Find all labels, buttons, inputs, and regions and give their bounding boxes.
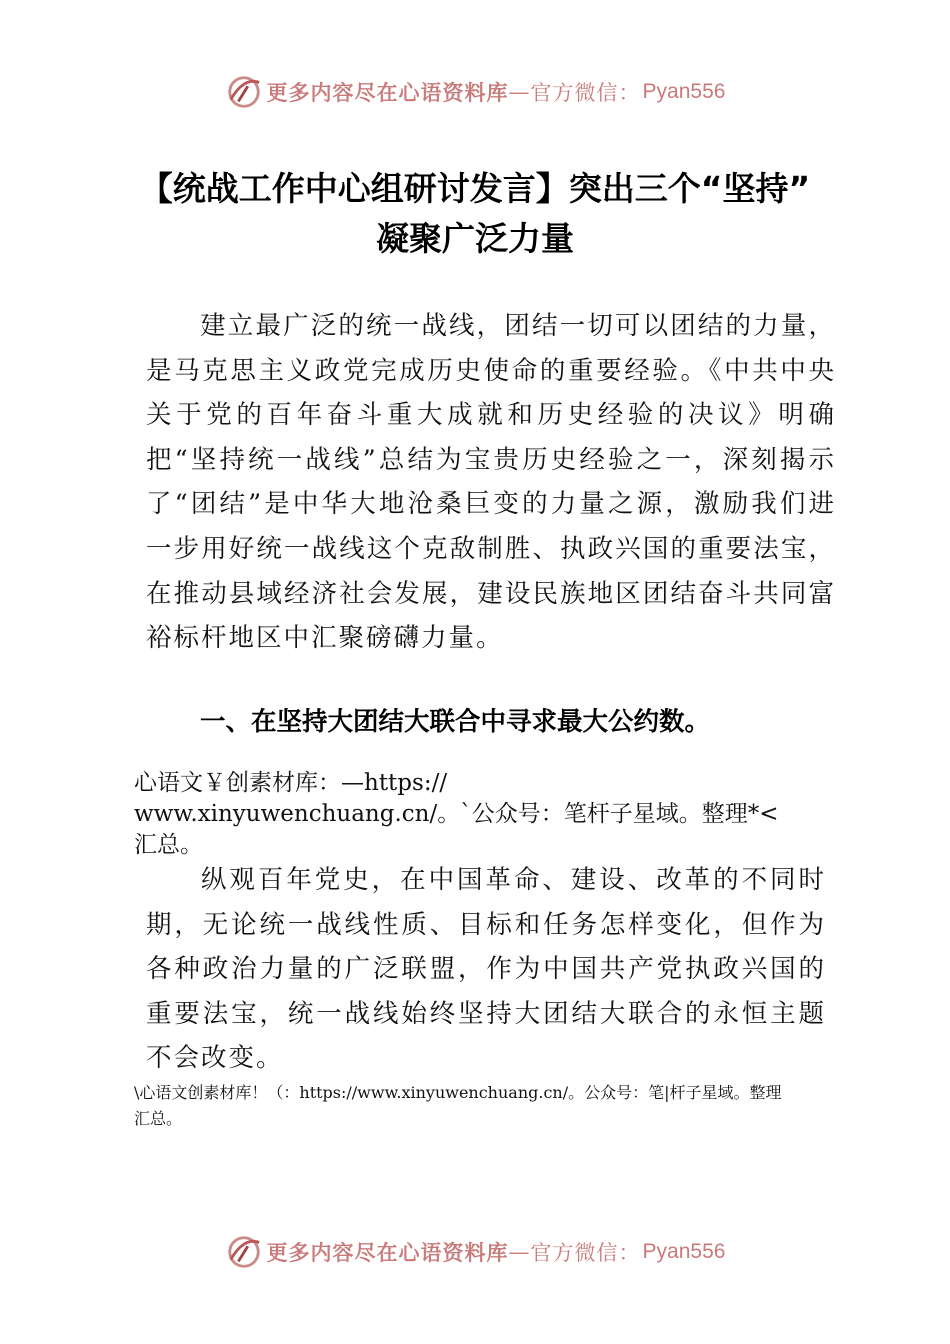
banner-wechat-id: Pyan556	[642, 80, 726, 103]
banner-text: 更多内容尽在心语资料库	[266, 1240, 509, 1265]
logo-icon	[225, 73, 263, 111]
document-title: 【统战工作中心组研讨发言】突出三个“坚持” 凝聚广泛力量	[139, 169, 811, 258]
banner-dash: —	[508, 1240, 531, 1264]
banner-dash: —	[508, 80, 531, 104]
source-note-2-line2: 汇总。	[134, 1109, 183, 1128]
banner-text: 更多内容尽在心语资料库	[266, 80, 509, 105]
paragraph-intro-text: 建立最广泛的统一战线，团结一切可以团结的力量，是马克思主义政党完成历史使命的重要经验。《中共中央关于党的百年奋斗重大成就和历史经验的决议》明确把“坚持统一战线”总结为宝贵历史经验之一，深刻揭示了“团结”是中华大地沧桑巨变的力量之源，激励我们进一步用好统一战线这个克敌制胜、执政兴国的重要法宝，在推动县域经济社会发展，建设民族地区团结奋斗共同富裕标杆地区中汇聚磅礴力量。	[146, 311, 836, 654]
source-note-2	[134, 1080, 834, 1132]
source-note-1	[134, 768, 834, 861]
paragraph-section-1	[146, 858, 826, 1081]
source-note-1-line1: 心语文￥创素材库：—https://	[134, 770, 448, 796]
paragraph-section-1-text: 纵观百年党史，在中国革命、建设、改革的不同时期，无论统一战线性质、目标和任务怎样变化，但作为各种政治力量的广泛联盟，作为中国共产党执政兴国的重要法宝，统一战线始终坚持大团结大联合的永恒主题不会改变。	[146, 865, 826, 1074]
header-banner	[0, 72, 950, 112]
source-note-2-line1: \心语文创素材库！（：https://www.xinyuwenchuang.cn/。公众号：笔|杆子星域。整理	[134, 1083, 782, 1102]
paragraph-intro	[146, 304, 836, 661]
source-note-1-line3: 汇总。	[134, 832, 203, 858]
banner-wechat-label: 官方微信：	[530, 1241, 641, 1265]
banner-wechat-label: 官方微信：	[530, 81, 641, 105]
footer-banner	[0, 1232, 950, 1272]
source-note-1-line2: www.xinyuwenchuang.cn/。`公众号：笔杆子星域。整理*<	[134, 801, 779, 827]
banner-wechat-id: Pyan556	[642, 1240, 726, 1263]
logo-icon	[225, 1233, 263, 1271]
section-heading-1: 一、在坚持大团结大联合中寻求最大公约数。	[200, 707, 711, 737]
